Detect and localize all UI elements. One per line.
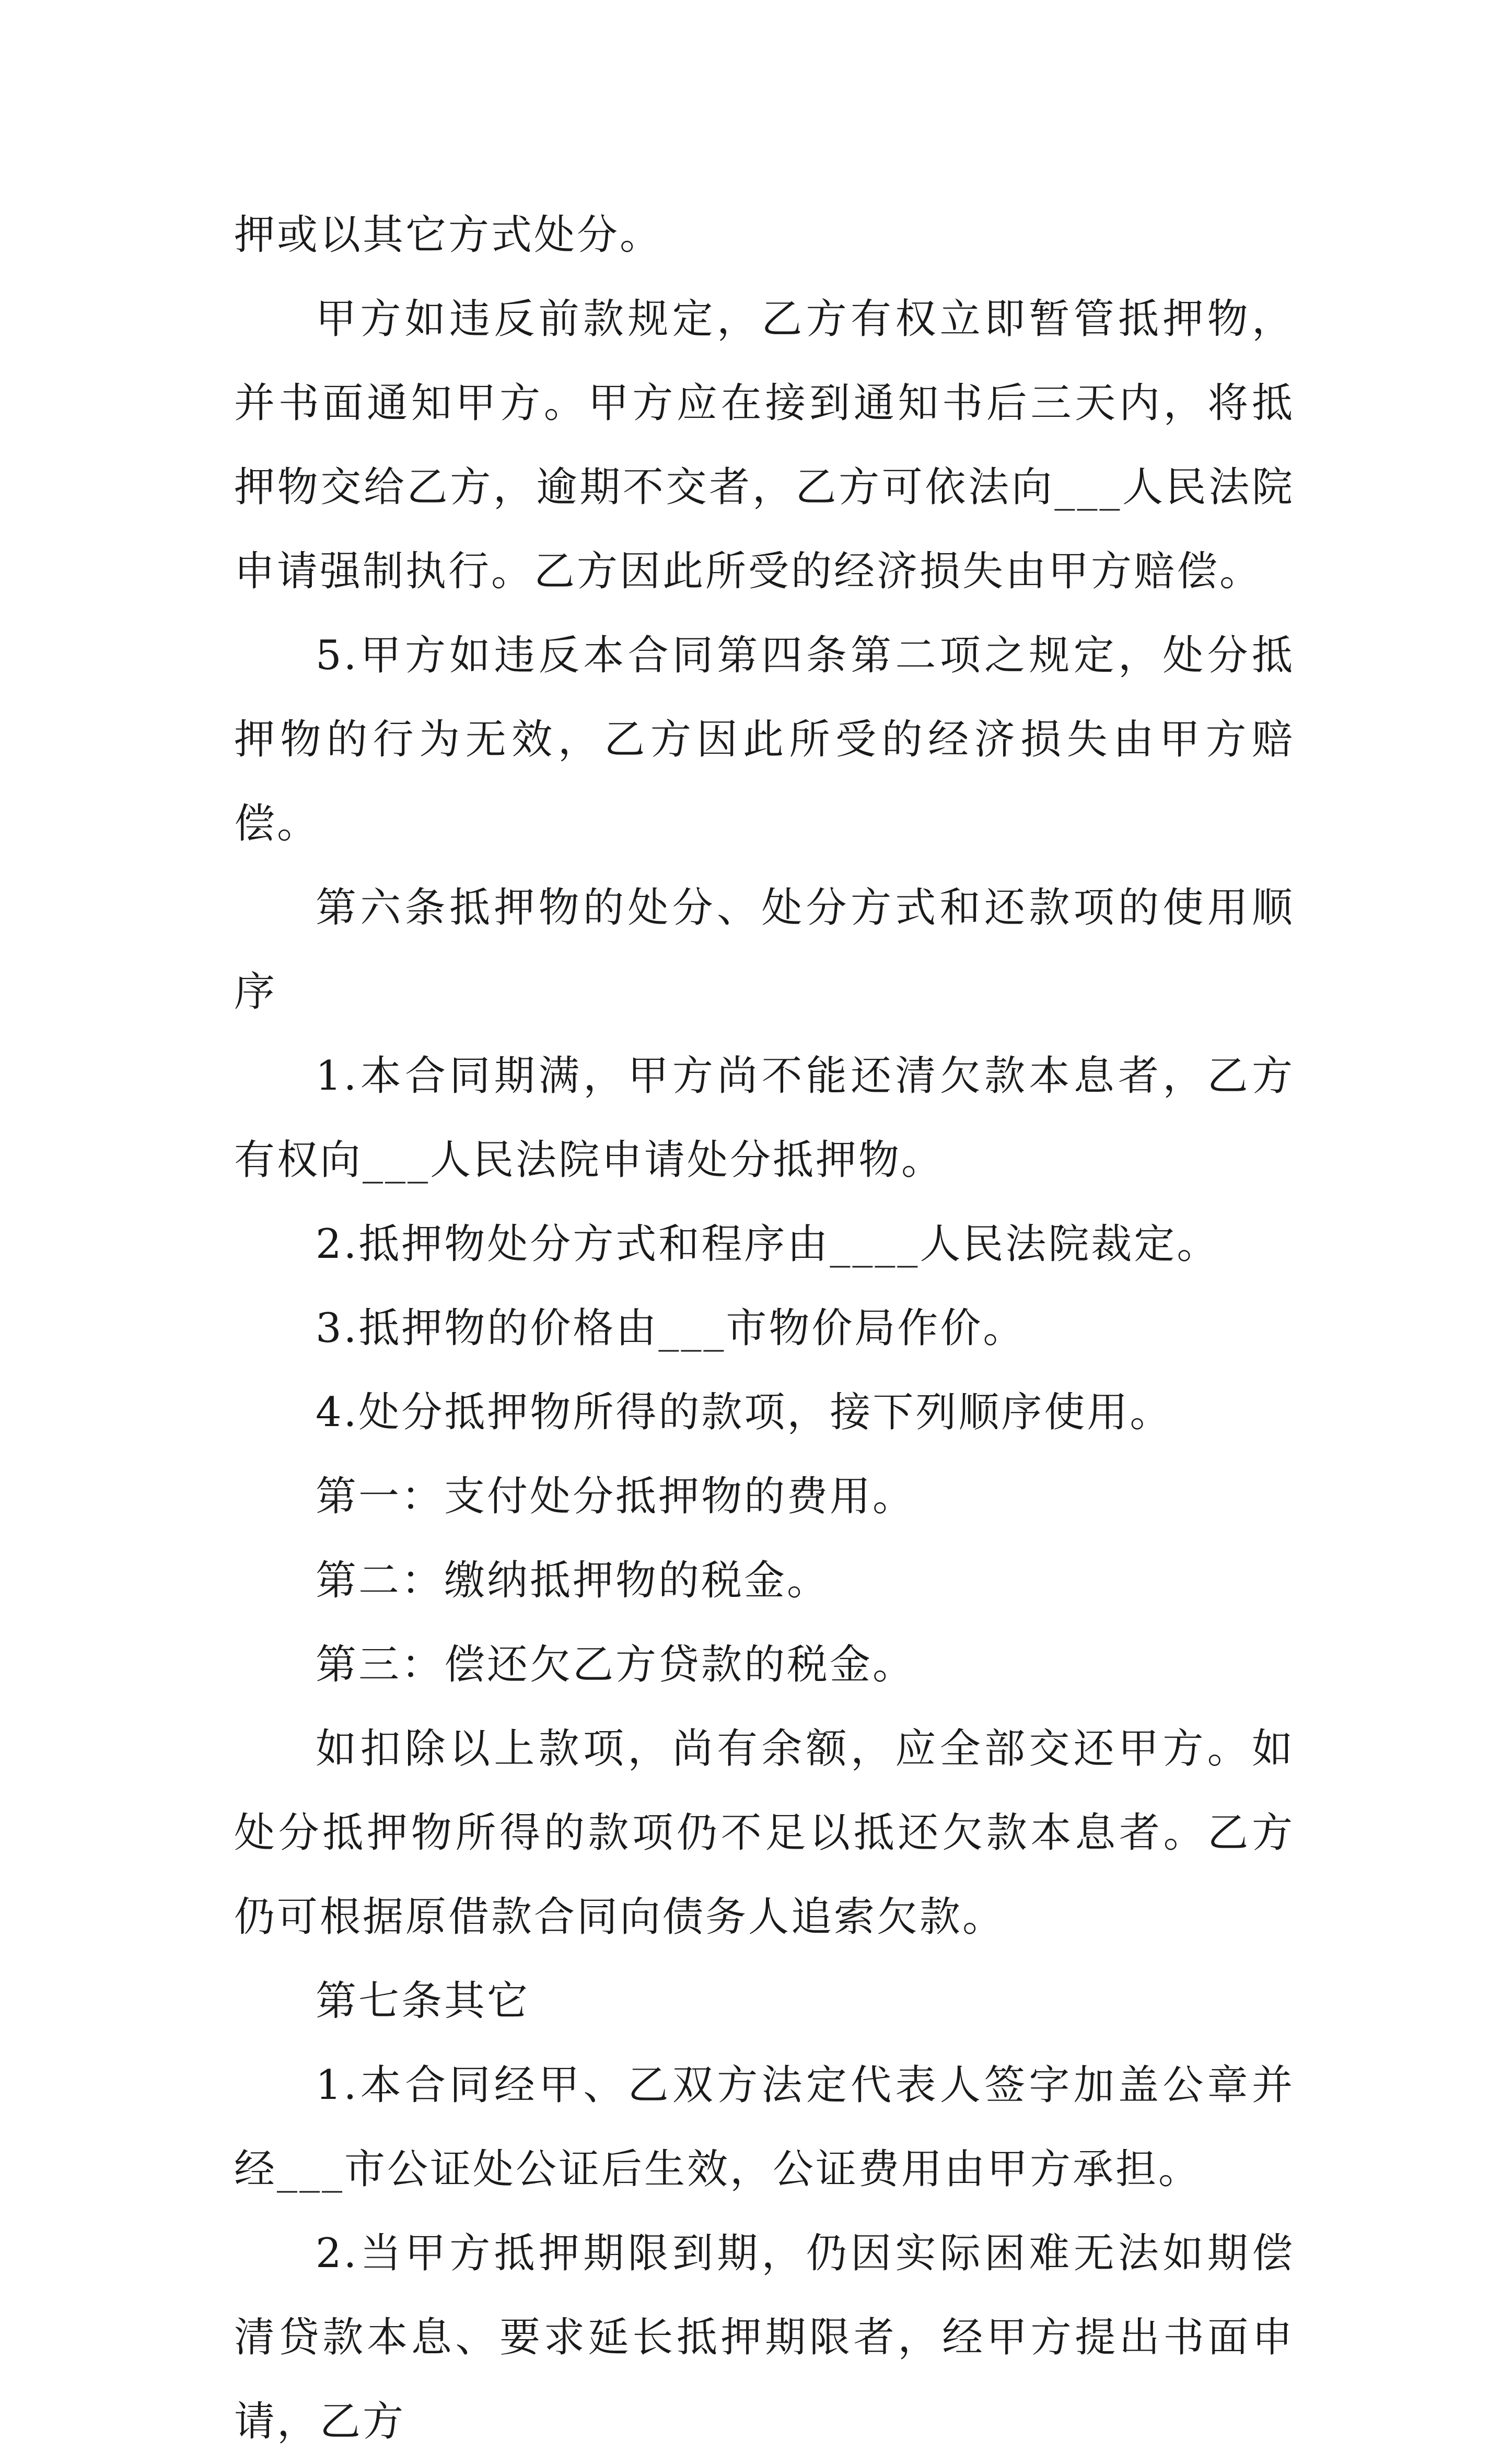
paragraph-item-5: 5.甲方如违反本合同第四条第二项之规定，处分抵押物的行为无效，乙方因此所受的经济损失由甲方赔偿。 [234, 632, 1295, 847]
article-6-heading: 第六条抵押物的处分、处分方式和还款项的使用顺序 [234, 884, 1295, 1015]
article-7-item-1: 1.本合同经甲、乙双方法定代表人签字加盖公章并经___市公证处公证后生效，公证费用由甲方承担。 [234, 2062, 1295, 2193]
paragraph-custody-clause: 甲方如违反前款规定，乙方有权立即暂管抵押物，并书面通知甲方。甲方应在接到通知书后三天内，将抵押物交给乙方，逾期不交者，乙方可依法向___人民法院申请强制执行。乙方因此所受的经济损失由甲方赔偿。 [234, 296, 1295, 595]
order-third: 第三：偿还欠乙方贷款的税金。 [316, 1641, 916, 1688]
article-7-heading: 第七条其它 [316, 1978, 530, 2025]
article-6-item-4: 4.处分抵押物所得的款项，接下列顺序使用。 [316, 1389, 1173, 1436]
article-6-item-2: 2.抵押物处分方式和程序由____人民法院裁定。 [316, 1221, 1220, 1268]
paragraph-remainder: 如扣除以上款项，尚有余额，应全部交还甲方。如处分抵押物所得的款项仍不足以抵还欠款本息者。乙方仍可根据原借款合同向债务人追索欠款。 [234, 1725, 1295, 1941]
order-second: 第二：缴纳抵押物的税金。 [316, 1557, 830, 1604]
article-6-item-1: 1.本合同期满，甲方尚不能还清欠款本息者，乙方有权向___人民法院申请处分抵押物。 [234, 1053, 1295, 1184]
order-first: 第一：支付处分抵押物的费用。 [316, 1473, 916, 1520]
document-body [234, 193, 1295, 2464]
article-7-item-2: 2.当甲方抵押期限到期，仍因实际困难无法如期偿清贷款本息、要求延长抵押期限者，经甲方提出书面申请，乙方 [234, 2230, 1295, 2445]
paragraph-continuation: 押或以其它方式处分。 [234, 212, 663, 259]
article-6-item-3: 3.抵押物的价格由___市物价局作价。 [316, 1305, 1026, 1352]
